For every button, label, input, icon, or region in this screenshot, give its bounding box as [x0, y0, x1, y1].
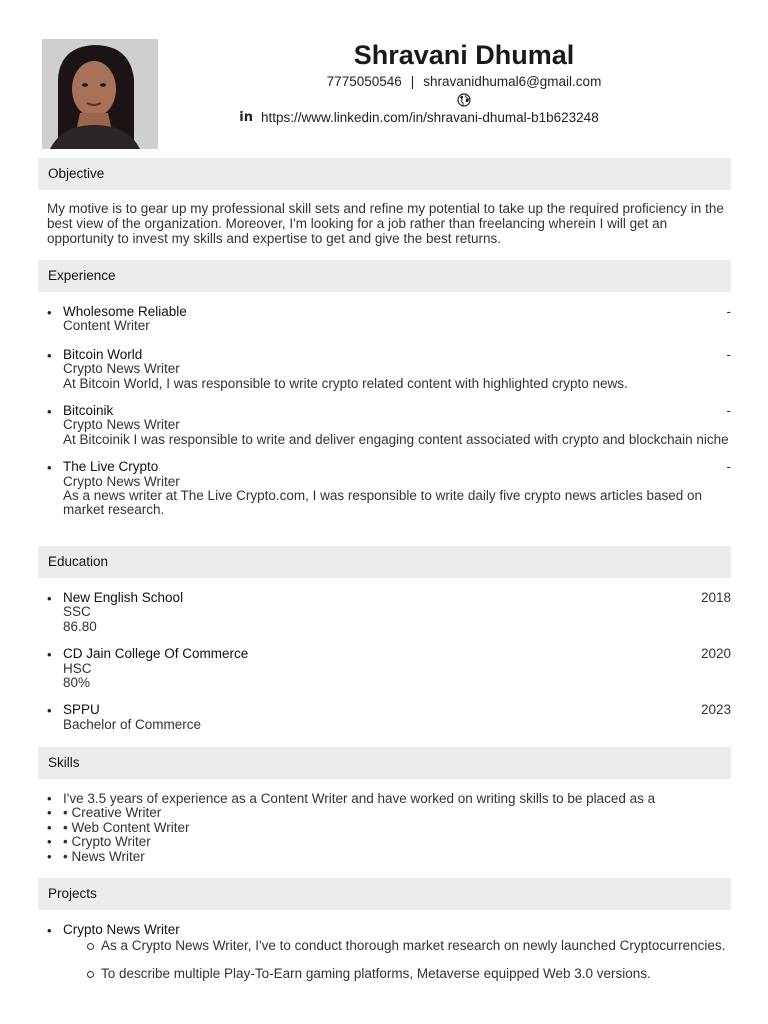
experience-date: -: [726, 459, 731, 475]
phone-number: 7775050546: [326, 74, 402, 89]
section-experience: [38, 260, 731, 292]
experience-role: Crypto News Writer: [63, 361, 180, 377]
education-year: 2020: [700, 646, 731, 662]
experience-role: Crypto News Writer: [63, 473, 180, 489]
experience-date: -: [726, 403, 731, 419]
skills-list: [47, 792, 731, 864]
education-degree: Bachelor of Commerce: [63, 716, 202, 732]
section-title-skills: Skills: [48, 755, 80, 770]
globe-icon: [160, 91, 768, 109]
experience-item: [47, 305, 731, 334]
project-item: [47, 923, 731, 981]
experience-date: -: [726, 304, 731, 319]
experience-date: -: [726, 346, 731, 362]
experience-org: • The Live Crypto: [63, 459, 159, 475]
section-title-projects: Projects: [48, 886, 97, 901]
project-point: To describe multiple Play-To-Earn gaming platforms, Metaverse equipped Web 3.0 versions.: [85, 967, 731, 981]
education-degree: SSC: [63, 604, 91, 620]
section-education: [38, 546, 731, 578]
education-item: [47, 703, 731, 732]
experience-org: • Wholesome Reliable: [63, 304, 187, 319]
experience-org: • Bitcoin World: [63, 346, 143, 362]
project-point: As a Crypto News Writer, I've to conduct thorough market research on newly launched Cryptocurrencies.: [85, 939, 731, 953]
education-list: [47, 591, 731, 732]
experience-role: Crypto News Writer: [63, 417, 180, 433]
experience-org: • Bitcoinik: [63, 403, 114, 419]
education-degree: HSC: [63, 660, 92, 676]
experience-description: As a news writer at The Live Crypto.com, I was responsible to write daily five crypto news articles based on market research.: [63, 488, 703, 518]
education-school: • CD Jain College Of Commerce: [63, 646, 249, 662]
contact-separator: |: [410, 74, 415, 89]
objective-text: My motive is to gear up my professional skill sets and refine my potential to take up the required proficiency in the best view of the organization. Moreover, I'm looking for a job rather than freelancing wherein I will get an opportunity to invest my skills and expertise to get and give the best returns.: [47, 201, 724, 246]
linkedin-row: [70, 109, 768, 127]
contact-line: [160, 73, 768, 91]
section-projects: [38, 878, 731, 910]
project-title: • Crypto News Writer: [63, 922, 180, 937]
experience-description: At Bitcoin World, I was responsible to write crypto related content with highlighted crypto news.: [63, 375, 628, 391]
resume-header: [160, 38, 768, 127]
section-title-experience: Experience: [48, 268, 116, 283]
education-school: • New English School: [63, 590, 184, 605]
linkedin-url[interactable]: https://www.linkedin.com/in/shravani-dhumal-b1b623248: [261, 110, 599, 125]
education-year: 2018: [700, 590, 731, 605]
project-points: [63, 939, 731, 981]
linkedin-icon: in: [239, 110, 254, 125]
experience-role: Content Writer: [63, 318, 150, 334]
section-title-education: Education: [48, 554, 109, 569]
candidate-name: Shravani Dhumal: [353, 40, 575, 70]
experience-item: [47, 460, 731, 518]
skill-item: • I've 3.5 years of experience as a Content Writer and have worked on writing skills to be placed as a: [47, 792, 731, 806]
experience-item: [47, 348, 731, 391]
education-score: 80%: [63, 675, 91, 691]
experience-description: At Bitcoinik I was responsible to write and deliver engaging content associated with crypto and blockchain niche: [63, 431, 729, 447]
education-item: [47, 591, 731, 634]
skill-item: • • Web Content Writer: [47, 821, 731, 835]
education-item: [47, 647, 731, 690]
section-skills: [38, 747, 731, 779]
education-year: 2023: [700, 702, 731, 718]
skill-item: • • Crypto Writer: [47, 835, 731, 849]
experience-list: [47, 305, 731, 518]
experience-item: [47, 404, 731, 447]
section-title-objective: Objective: [48, 166, 105, 181]
education-school: • SPPU: [63, 702, 100, 718]
skill-item: • • News Writer: [47, 850, 731, 864]
email-address[interactable]: shravanidhumal6@gmail.com: [423, 74, 602, 89]
skill-item: • • Creative Writer: [47, 806, 731, 820]
education-score: 86.80: [63, 618, 97, 634]
section-objective: [38, 158, 731, 190]
profile-photo: [42, 39, 158, 149]
projects-list: [47, 923, 731, 981]
